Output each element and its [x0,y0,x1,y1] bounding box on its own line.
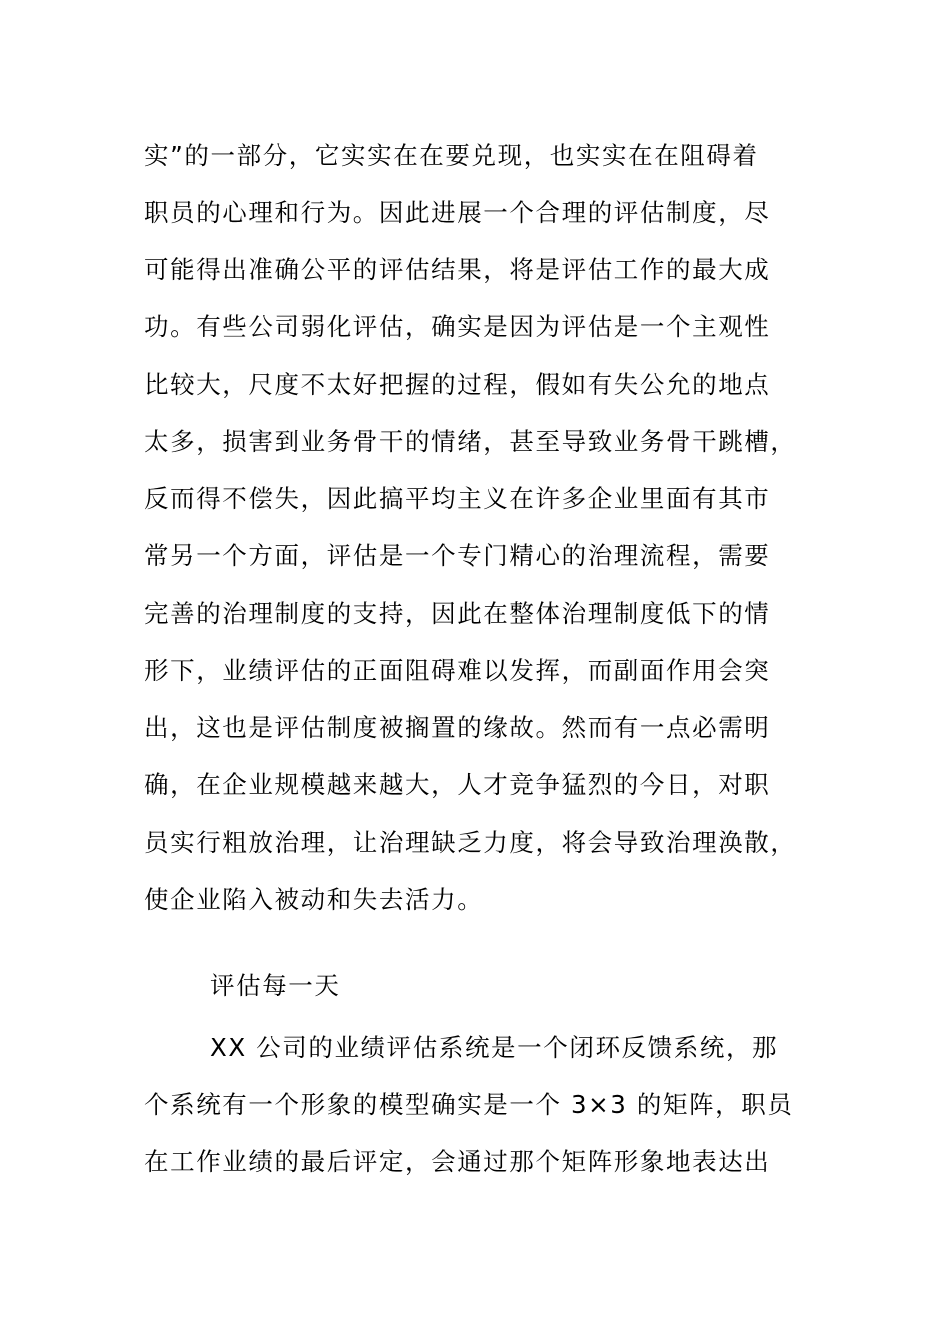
body-text-line: 太多，损害到业务骨干的情绪，甚至导致业务骨干跳槽， [144,427,797,456]
body-text-line: 出，这也是评估制度被搁置的缘故。然而有一点必需明 [144,713,771,742]
body-text-line: 职员的心理和行为。因此进展一个合理的评估制度，尽 [144,198,771,227]
body-text-line: 员实行粗放治理，让治理缺乏力度，将会导致治理涣散， [144,828,797,857]
body-text-line: 使企业陷入被动和失去活力。 [144,885,484,914]
body-text-line: 形下，业绩评估的正面阻碍难以发挥，而副面作用会突 [144,656,771,685]
body-text-line: 个系统有一个形象的模型确实是一个 3×3 的矩阵，职员 [144,1090,794,1119]
body-text-line: 功。有些公司弱化评估，确实是因为评估是一个主观性 [144,312,771,341]
body-text-line: 确，在企业规模越来越大，人才竞争猛烈的今日，对职 [144,770,771,799]
body-text-line: XX 公司的业绩评估系统是一个闭环反馈系统，那 [210,1033,779,1062]
body-text-line: 比较大，尺度不太好把握的过程，假如有失公允的地点 [144,370,771,399]
body-text-line: 完善的治理制度的支持，因此在整体治理制度低下的情 [144,599,771,628]
body-text-line: 反而得不偿失，因此搞平均主义在许多企业里面有其市 [144,484,771,513]
section-heading: 评估每一天 [210,971,341,1000]
body-text-line: 可能得出准确公平的评估结果，将是评估工作的最大成 [144,255,771,284]
body-text-line: 在工作业绩的最后评定，会通过那个矩阵形象地表达出 [144,1147,771,1176]
body-text-line: 实”的一部分，它实实在在要兑现，也实实在在阻碍着 [144,141,759,170]
body-text-line: 常另一个方面，评估是一个专门精心的治理流程，需要 [144,541,771,570]
